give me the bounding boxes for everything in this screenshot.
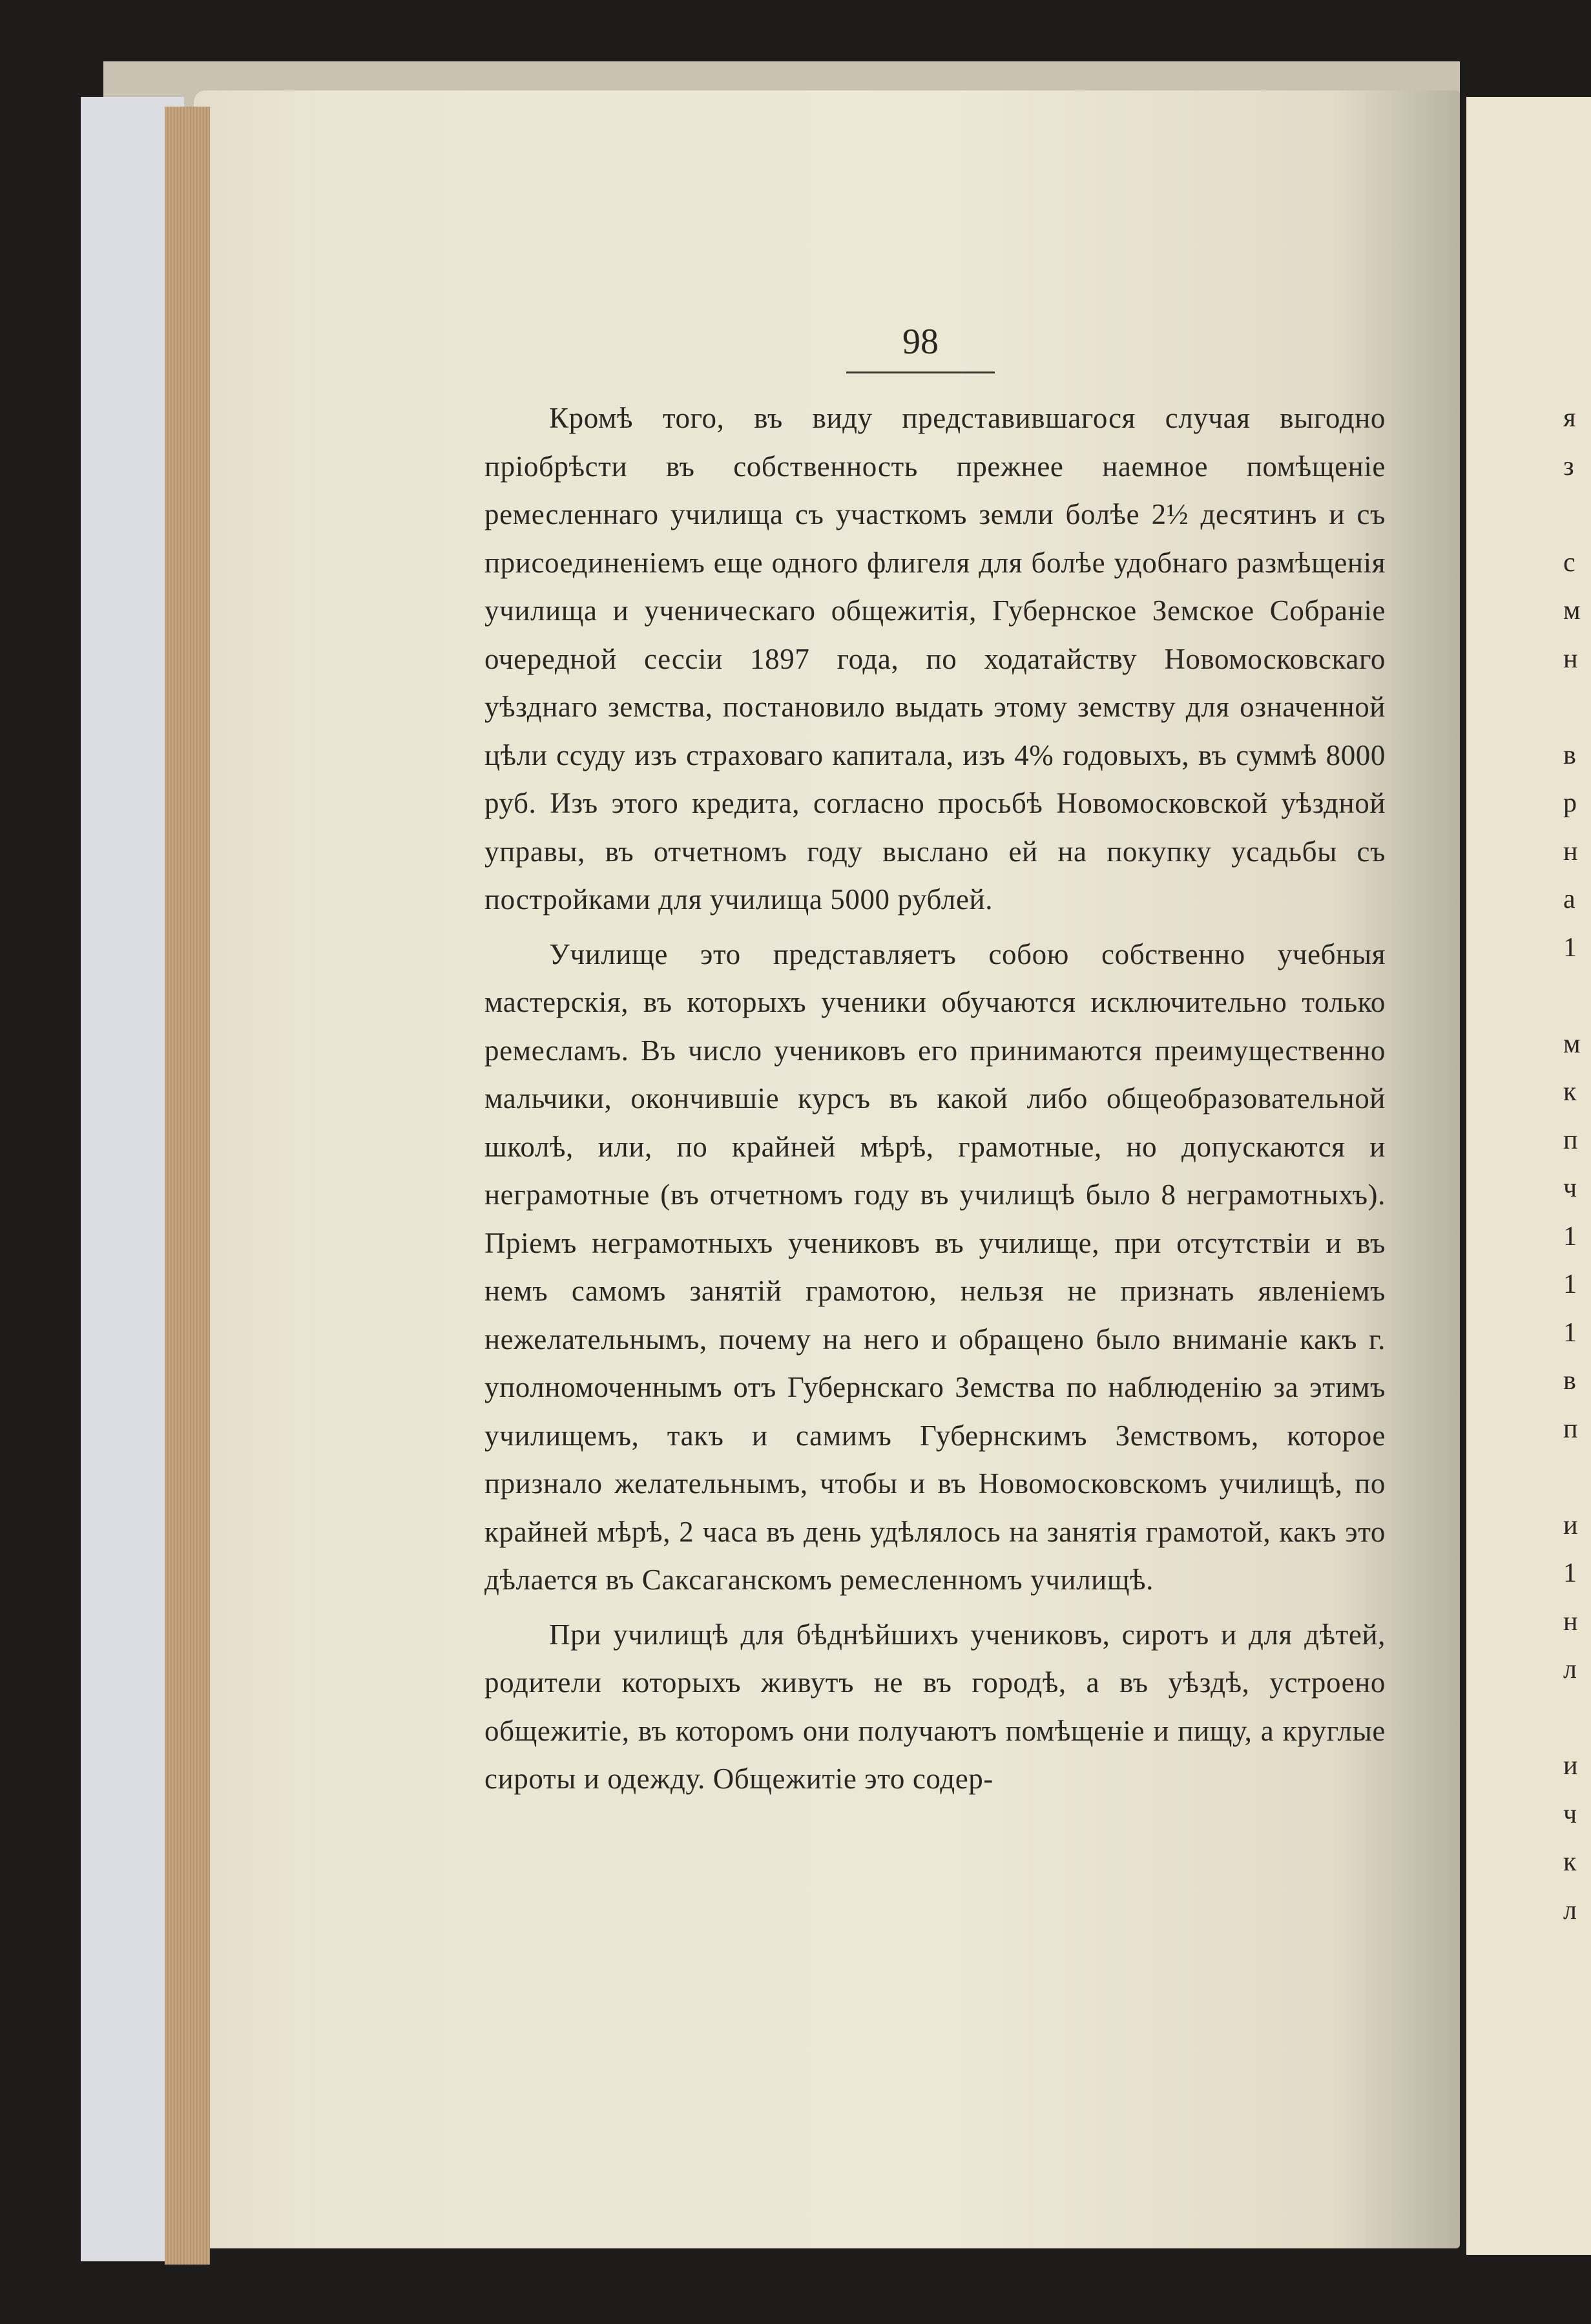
paragraph: Училище это представляетъ собою собственно учебныя мастерскія, въ которыхъ ученики обучаются исключительно только ремесламъ. Въ число учениковъ его принимаются преимущественно мальчики, окончившіе курсъ въ какой либо общеобразовательной школѣ, или, по крайней мѣрѣ, грамотные, но допускаются и неграмотные (въ отчетномъ году въ училищѣ было 8 неграмотныхъ). Пріемъ неграмотныхъ учениковъ въ училище, при отсутствіи и въ немъ самомъ занятій грамотою, нельзя не признать явленіемъ нежелательнымъ, почему на него и обращено было вниманіе какъ г. уполномоченнымъ отъ Губернскаго Земства по наблюденію за этимъ училищемъ, такъ и самимъ Губернскимъ Земствомъ, которое признало желательнымъ, чтобы и въ Новомосковскомъ училищѣ, по крайней мѣрѣ, 2 часа въ день удѣлялось на занятія грамотой, какъ это дѣлается въ Саксаганскомъ ремесленномъ училищѣ. [484, 937, 1386, 1596]
facing-page-line-fragment: в [1563, 1366, 1576, 1396]
page-number: 98 [902, 322, 939, 362]
facing-page-line-fragment: в [1563, 740, 1576, 770]
facing-page-line-fragment: п [1563, 1125, 1578, 1155]
facing-page-line-fragment: 1 [1563, 1317, 1577, 1348]
facing-page-line-fragment: р [1563, 788, 1577, 818]
facing-page-line-fragment [1563, 1694, 1591, 1743]
facing-page-line-fragment: н [1563, 1606, 1578, 1637]
facing-page-line-fragment: з [1563, 451, 1574, 481]
facing-page-line-fragment [1563, 1453, 1591, 1502]
facing-page-line-fragment: 1 [1563, 932, 1577, 963]
facing-page-line-fragment: я [1563, 403, 1576, 433]
page-header [846, 320, 995, 373]
facing-page-line-fragment: н [1563, 644, 1578, 674]
facing-page-line-fragment: и [1563, 1510, 1578, 1540]
paragraph: Кромѣ того, въ виду представившагося случая выгодно пріобрѣсти въ собственность прежнее наемное помѣщеніе ремесленнаго училища съ участкомъ земли болѣе 2½ десятинъ и съ присоединеніемъ еще одного флигеля для болѣе удобнаго размѣщенія училища и ученическаго общежитія, Губернское Земское Собраніе очередной сессіи 1897 года, по ходатайству Новомосковскаго уѣзднаго земства, постановило выдать этому земству для означенной цѣли ссуду изъ страховаго капитала, изъ 4% годовыхъ, въ суммѣ 8000 руб. Изъ этого кредита, согласно просьбѣ Новомосковской уѣздной управы, въ отчетномъ году выслано ей на покупку усадьбы съ постройками для училища 5000 рублей. [484, 402, 1386, 916]
facing-page-line-fragment: с [1563, 547, 1575, 578]
facing-page-line-fragment: 1 [1563, 1221, 1577, 1251]
facing-page-line-fragment: к [1563, 1847, 1577, 1877]
facing-page-text-fragment [1563, 394, 1591, 1934]
facing-page-line-fragment: м [1563, 596, 1581, 625]
facing-page-line-fragment [1563, 683, 1591, 731]
header-rule [846, 372, 995, 373]
facing-page-line-fragment: п [1563, 1414, 1578, 1444]
facing-page-line-fragment: к [1563, 1077, 1577, 1107]
facing-page-line-fragment: ч [1563, 1173, 1577, 1203]
facing-page-line-fragment: 1 [1563, 1558, 1577, 1588]
facing-page-line-fragment: ч [1563, 1799, 1577, 1829]
body-text [484, 394, 1386, 1803]
facing-page-line-fragment: и [1563, 1751, 1578, 1781]
facing-page-line-fragment [1563, 490, 1591, 539]
facing-page-line-fragment: 1 [1563, 1270, 1577, 1299]
facing-page-line-fragment: н [1563, 836, 1578, 866]
facing-page-line-fragment [1563, 972, 1591, 1020]
paragraph: При училищѣ для бѣднѣйшихъ учениковъ, сиротъ и для дѣтей, родители которыхъ живутъ не въ городѣ, а въ уѣздѣ, устроено общежитіе, въ которомъ они получаютъ помѣщеніе и пищу, а круглые сироты и одежду. Общежитіе это содер- [484, 1618, 1386, 1795]
facing-page-line-fragment: а [1563, 885, 1575, 914]
page-edges [165, 107, 210, 2265]
facing-page-line-fragment: м [1563, 1029, 1581, 1059]
facing-page-line-fragment: л [1563, 1895, 1577, 1925]
facing-page-line-fragment: л [1563, 1655, 1577, 1684]
